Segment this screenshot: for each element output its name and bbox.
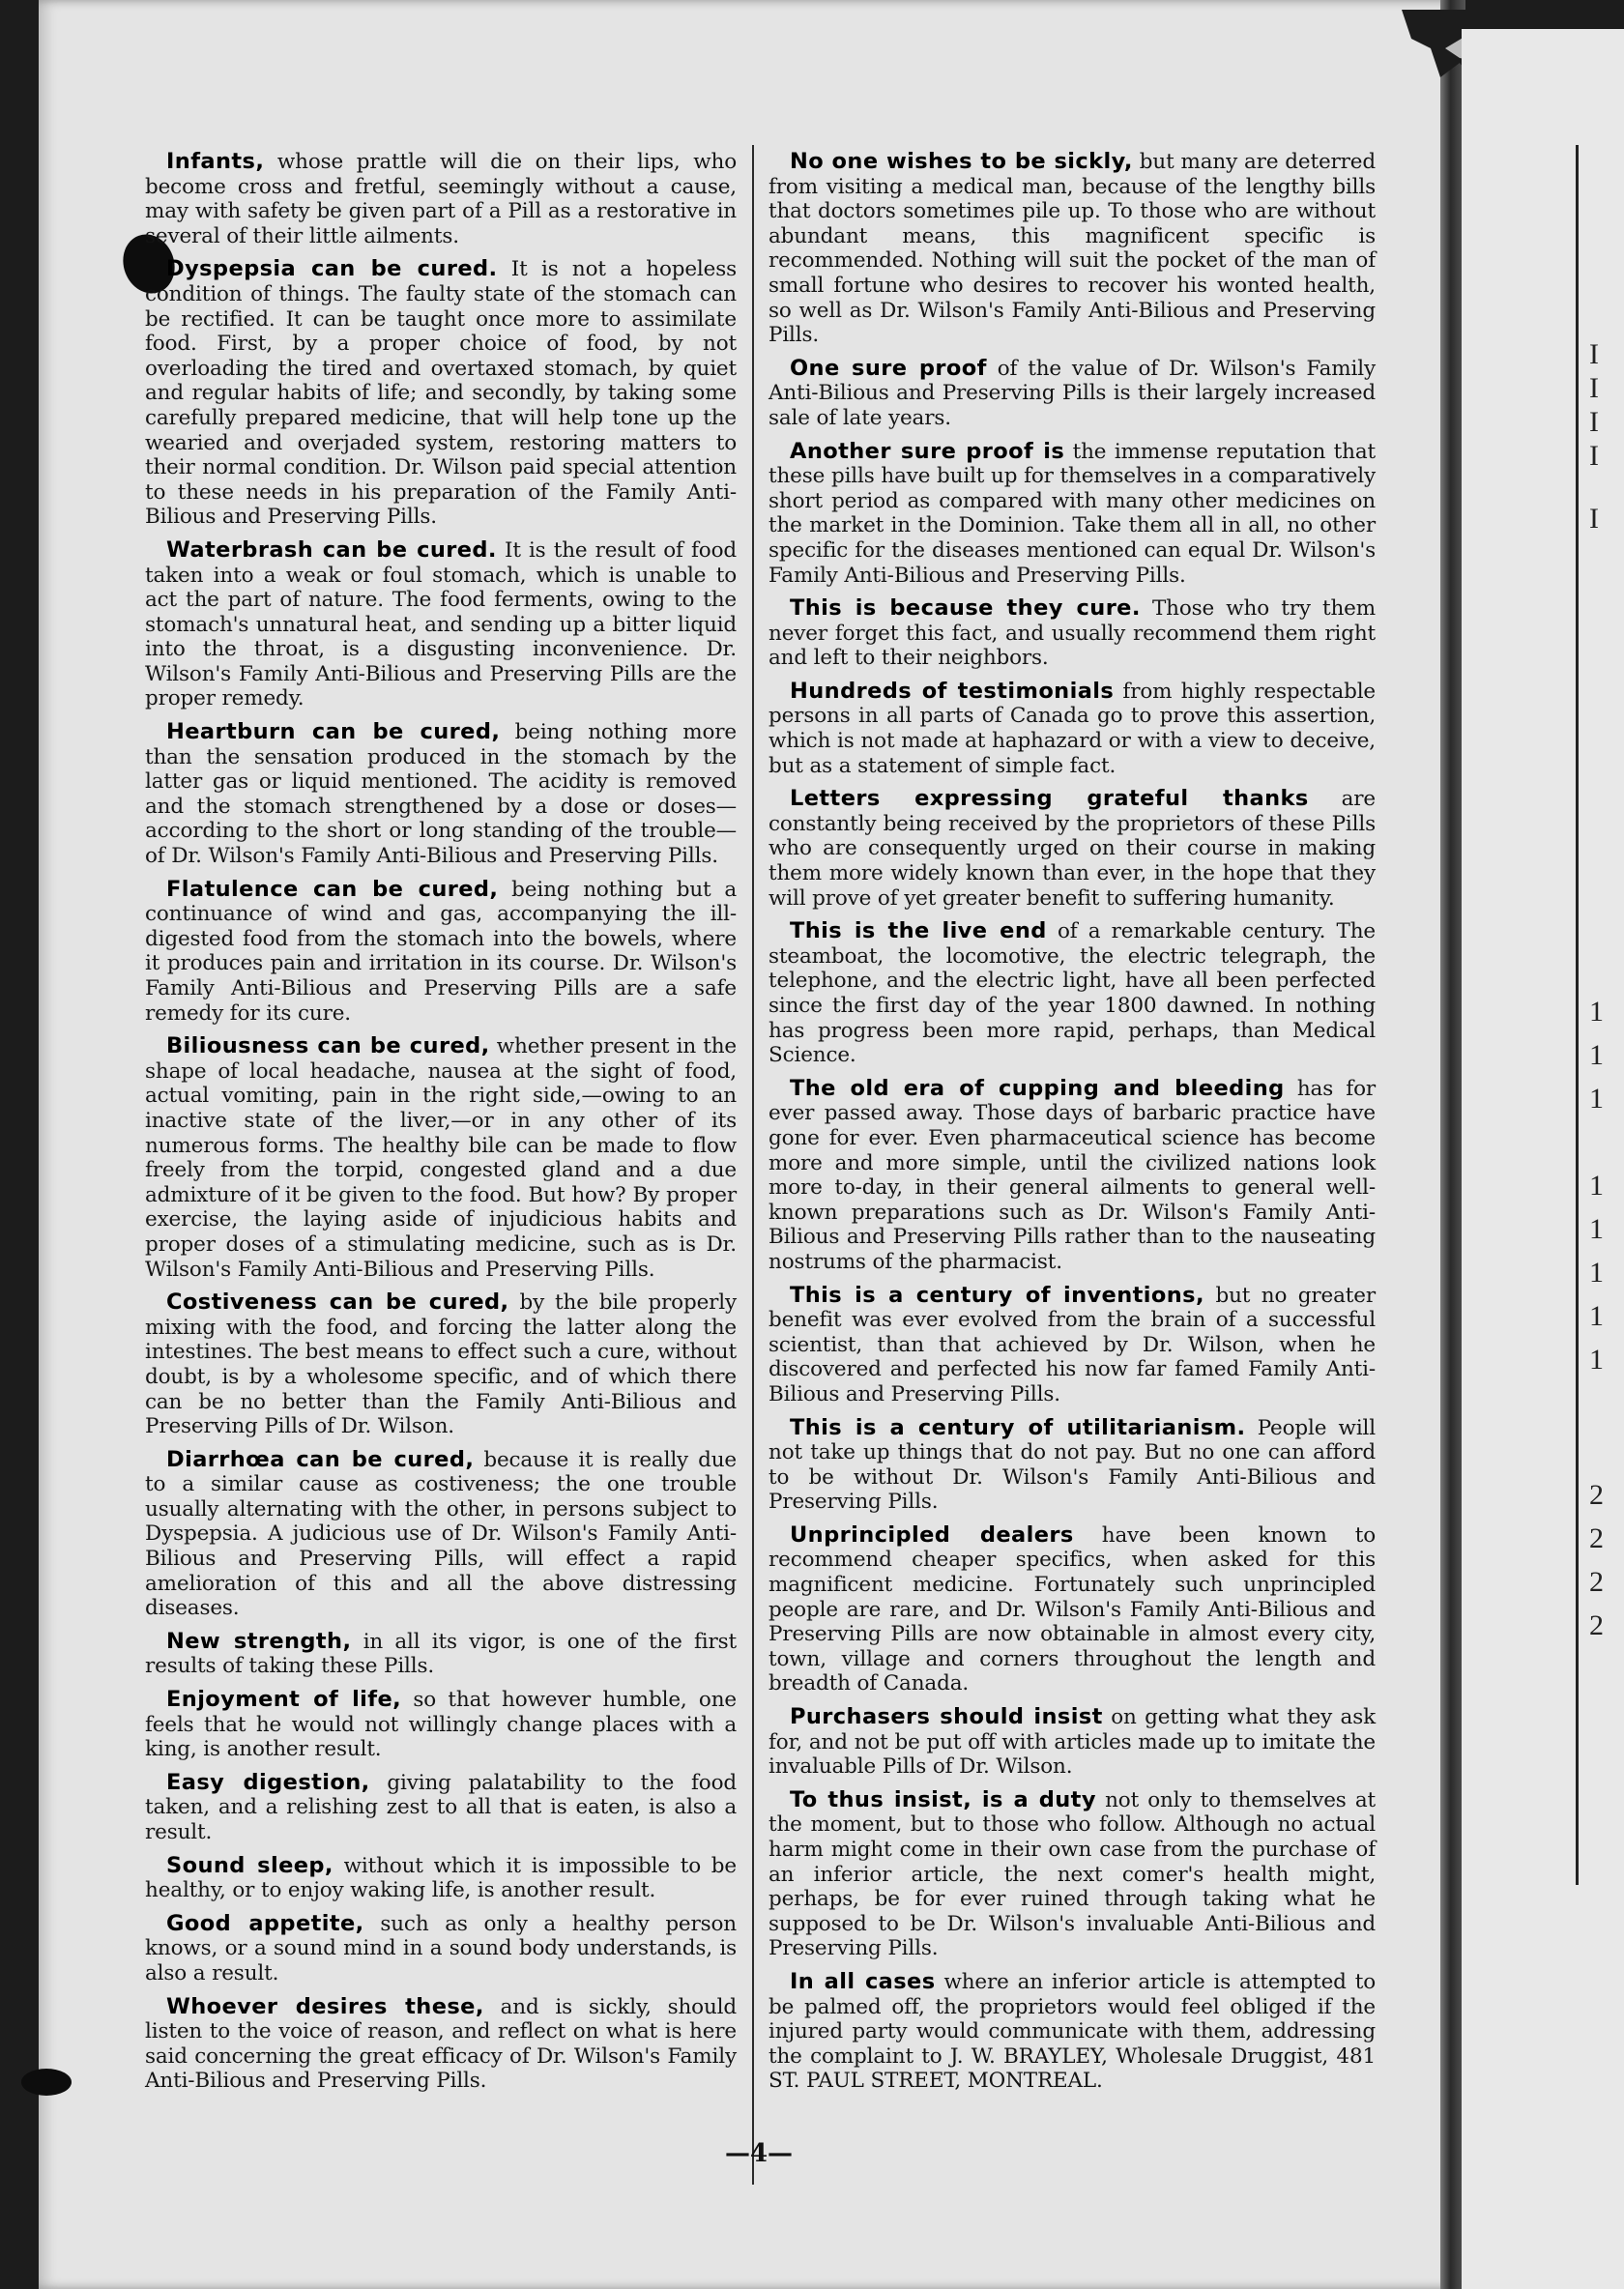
paragraph-heading: Diarrhœa can be cured, [166, 1446, 475, 1472]
paragraph-body: whether present in the shape of local headache, nausea at the sight of food, actual vomiting, pain in the right side,—owing to an inactive state of the liver,—or in any other of its numerous forms. The healthy bile can be made to flow freely from the torpid, congested gland and a due admixture of it be given to the food. But how? By proper exercise, the laying aside of injudicious habits and proper doses of a stimulating medicine, such as is Dr. Wilson's Family Anti-Bilious and Preserving Pills. [145, 1034, 737, 1282]
paragraph-heading: Biliousness can be cured, [166, 1033, 490, 1059]
paragraph-body: the immense reputation that these pills have built up for themselves in a comparatively short period as compared with many other medicines on the market in the Dominion. Take them all in all, no other specific for the diseases mentioned can equal Dr. Wilson's Family Anti-Bilious and Preserving Pills. [768, 439, 1376, 588]
paragraph-heading: Infants, [166, 149, 265, 174]
paragraph-heading: Whoever desires these, [166, 1993, 484, 2019]
paragraph-body: but many are deterred from visiting a medical man, because of the lengthy bills that doctors sometimes pile up. To those who are without abundant means, this magnificent specific is recommended. Nothing will suit the pocket of the man of small fortune who desires to recover his wonted health, so well as Dr. Wilson's Family Anti-Bilious and Preserving Pills. [768, 150, 1376, 348]
paragraph-heading: This is the live end [790, 918, 1047, 944]
paragraph-heading: This is a century of inventions, [790, 1282, 1204, 1308]
column-divider [752, 145, 754, 2185]
paragraph-body: People will not take up things that do not pay. But no one can afford to be without Dr. Wilson's Family Anti-Bilious and Preserving Pills. [768, 1415, 1376, 1515]
paragraph-body: giving palatability to the food taken, and a relishing zest to all that is eaten, is also a result. [145, 1770, 737, 1844]
facing-page-fragment: 1 [1589, 1257, 1604, 1289]
paragraph-body: because it is really due to a similar cause as costiveness; the one trouble usually alternating with the other, in persons subject to Dyspepsia. A judicious use of Dr. Wilson's Family Anti-Bilious and Preserving Pills, will effect a rapid amelioration of this and all the above distressing diseases. [145, 1447, 737, 1621]
paragraph-heading: Unprincipled dealers [790, 1521, 1074, 1548]
paragraph-heading: Good appetite, [166, 1910, 364, 1936]
facing-page-fragment: I [1589, 440, 1599, 472]
paragraph-body: have been known to recommend cheaper specifics, when asked for this magnificent medicine. Fortunately such unprincipled people are rare, and Dr. Wilson's Family Anti-Bilious and Preserving Pills are now obtainable in almost every city, town, village and corners throughout the length and breadth of Canada. [768, 1522, 1376, 1696]
paragraph-body: and is sickly, should listen to the voice of reason, and reflect on what is here said concerning the great efficacy of Dr. Wilson's Family Anti-Bilious and Preserving Pills. [145, 1994, 737, 2094]
paragraph [145, 878, 737, 1027]
facing-page-fragment: 1 [1589, 1039, 1604, 1071]
paragraph-heading: One sure proof [790, 355, 987, 381]
paragraph-body: but no greater benefit was ever evolved from the brain of a successful scientist, than that achieved by Dr. Wilson, when he discovered and perfected his now far famed Family Anti-Bilious and Preserving Pills. [768, 1283, 1376, 1406]
paragraph [768, 150, 1376, 348]
page-number: —4— [724, 2139, 794, 2168]
facing-page-fragment: I [1589, 372, 1599, 404]
paragraph [768, 1788, 1376, 1961]
paragraph-heading: Easy digestion, [166, 1769, 370, 1795]
paragraph [145, 1290, 737, 1439]
paragraph-heading: Heartburn can be cured, [166, 719, 501, 745]
paragraph-heading: Purchasers should insist [790, 1704, 1103, 1730]
paragraph-heading: In all cases [790, 1968, 936, 1994]
ink-blot [21, 2069, 72, 2096]
paragraph-heading: Sound sleep, [166, 1852, 334, 1878]
paragraph-body: of a remarkable century. The steamboat, the locomotive, the electric telegraph, the telephone, and the electric light, have all been perfected since the first day of the year 1800 dawned. In nothing has progress been more rapid, perhaps, than Medical Science. [768, 919, 1376, 1068]
paragraph-body: being nothing more than the sensation produced in the stomach by the latter gas or liquid mentioned. The acidity is removed and the stomach strengthened by a dose or doses—according to the short or long standing of the trouble—of Dr. Wilson's Family Anti-Bilious and Preserving Pills. [145, 720, 737, 869]
facing-page-fragment: 1 [1589, 1300, 1604, 1332]
paragraph [768, 1077, 1376, 1275]
facing-page-fragment: 1 [1589, 996, 1604, 1028]
paragraph-heading: This is because they cure. [790, 595, 1141, 622]
paragraph [768, 1416, 1376, 1515]
paragraph-body: of the value of Dr. Wilson's Family Anti-Bilious and Preserving Pills is their largely increased sale of late years. [768, 356, 1376, 430]
paragraph [145, 1630, 737, 1679]
paragraph-heading: Costiveness can be cured, [166, 1289, 509, 1316]
paragraph-heading: Waterbrash can be cured. [166, 536, 497, 563]
paragraph-body: where an inferior article is attempted to be palmed off, the proprietors would feel obliged if the injured party would communicate with them, addressing the complaint to J. W. BRAYLEY, Wholesale Druggist, 481 ST. PAUL STREET, MONTREAL. [768, 1969, 1376, 2094]
paragraph-body: whose prattle will die on their lips, who become cross and fretful, seemingly without a cause, may with safety be given part of a Pill as a restorative in several of their little ailments. [145, 150, 737, 248]
paragraph-body: are constantly being received by the proprietors of these Pills who are consequently urged on their course in making them more widely known than ever, in the hope that they will prove of yet greater benefit to suffering humanity. [768, 787, 1376, 911]
paragraph-heading: To thus insist, is a duty [790, 1786, 1096, 1812]
right-column [768, 150, 1376, 2102]
paragraph-heading: Letters expressing grateful thanks [790, 786, 1309, 812]
facing-page-fragment: 1 [1589, 1083, 1604, 1115]
paragraph-body: in all its vigor, is one of the first results of taking these Pills. [145, 1629, 738, 1679]
paragraph [768, 596, 1376, 671]
facing-page-fragment: I [1589, 338, 1599, 370]
paragraph [145, 1854, 737, 1903]
paragraph-heading: This is a century of utilitarianism. [790, 1414, 1246, 1440]
paragraph-heading: No one wishes to be sickly, [790, 149, 1133, 174]
paragraph-body: Those who try them never forget this fact, and usually recommend them right and left to their neighbors. [768, 596, 1376, 671]
paragraph [768, 919, 1376, 1068]
paragraph [768, 787, 1376, 911]
paragraph-body: from highly respectable persons in all parts of Canada go to prove this assertion, which is not made at haphazard or with a view to deceive, but as a statement of simple fact. [768, 679, 1376, 778]
paragraph [145, 257, 737, 530]
paragraph [145, 1448, 737, 1621]
paragraph [768, 357, 1376, 431]
facing-page-fragment: 2 [1589, 1609, 1604, 1641]
paragraph [768, 1970, 1376, 2094]
paragraph-body: being nothing but a continuance of wind and gas, accompanying the ill-digested food from the stomach into the bowels, where it produces pain and irritation in its course. Dr. Wilson's Family Anti-Bilious and Preserving Pills are a safe remedy for its cure. [145, 877, 737, 1026]
facing-page-fragment: 2 [1589, 1566, 1604, 1598]
paragraph-heading: Hundreds of testimonials [790, 678, 1115, 704]
paragraph-body: on getting what they ask for, and not be put off with articles made up to imitate the invaluable Pills of Dr. Wilson. [768, 1705, 1376, 1780]
paragraph-body: such as only a healthy person knows, or a sound mind in a sound body understands, is also a result. [145, 1911, 738, 1985]
paragraph [145, 1688, 737, 1762]
paragraph-body: It is not a hopeless condition of things. The faulty state of the stomach can be rectified. It can be taught once more to assimilate food. First, by a proper choice of food, by not overloading the tired and overtaxed stomach, by quiet and regular habits of life; and secondly, by taking some carefully prepared medicine, that will help tone up the wearied and overjaded system, restoring matters to their normal condition. Dr. Wilson paid special attention to these needs in his preparation of the Family Anti-Bilious and Preserving Pills. [145, 257, 738, 530]
facing-page-fragment: 1 [1589, 1170, 1604, 1202]
facing-page-fragment: 1 [1589, 1213, 1604, 1245]
paragraph-body: has for ever passed away. Those days of barbaric practice have gone for ever. Even pharmaceutical science has become more and more simple, until the civilized nations look more to-day, in their general ailments to general well-known preparations such as Dr. Wilson's Family Anti-Bilious and Preserving Pills rather than to the nauseating nostrums of the pharmacist. [768, 1076, 1376, 1274]
facing-page-fragment: 1 [1589, 1344, 1604, 1376]
facing-page-fragment: I [1589, 503, 1599, 535]
paragraph [768, 1284, 1376, 1407]
paragraph [145, 1771, 737, 1845]
paragraph-body: so that however humble, one feels that he would not willingly change places with a king, is another result. [145, 1688, 737, 1762]
paragraph-heading: The old era of cupping and bleeding [790, 1075, 1285, 1101]
paragraph-body: by the bile properly mixing with the food, and forcing the latter along the intestines. The best means to effect such a cure, without doubt, is by a wholesome specific, and of which there can be no better than the Family Anti-Bilious and Preserving Pills of Dr. Wilson. [145, 1290, 737, 1439]
paragraph-heading: Enjoyment of life, [166, 1687, 402, 1713]
facing-page-edge [1462, 29, 1624, 2289]
paragraph [145, 720, 737, 869]
paragraph [768, 1705, 1376, 1780]
paragraph-body: without which it is impossible to be healthy, or to enjoy waking life, is another result. [145, 1853, 737, 1903]
facing-page-fragment: I [1589, 406, 1599, 438]
paragraph [768, 1523, 1376, 1696]
paragraph [145, 150, 737, 248]
paragraph [768, 440, 1376, 589]
paragraph-body: not only to themselves at the moment, but to those who follow. Although no actual harm might come in their own case from the purchase of an inferior article, the next comer's health might, perhaps, be for ever ruined through taking what he supposed to be Dr. Wilson's invaluable Anti-Bilious and Preserving Pills. [768, 1787, 1376, 1961]
paragraph [145, 1034, 737, 1282]
facing-page-fragment: 2 [1589, 1479, 1604, 1511]
paragraph-heading: Dyspepsia can be cured. [166, 256, 498, 282]
paragraph [768, 680, 1376, 778]
left-column [145, 150, 737, 2102]
paragraph-heading: New strength, [166, 1628, 352, 1654]
paragraph [145, 1912, 737, 1986]
paragraph [145, 538, 737, 711]
paragraph [145, 1995, 737, 2094]
paragraph-body: It is the result of food taken into a weak or foul stomach, which is unable to act the part of nature. The food ferments, owing to the stomach's unnatural heat, and sending up a bitter liquid into the throat, is a disgusting inconvenience. Dr. Wilson's Family Anti-Bilious and Preserving Pills are the proper remedy. [145, 537, 737, 711]
paragraph-heading: Another sure proof is [790, 438, 1065, 464]
paragraph-heading: Flatulence can be cured, [166, 876, 499, 902]
facing-page-fragment: 2 [1589, 1522, 1604, 1554]
